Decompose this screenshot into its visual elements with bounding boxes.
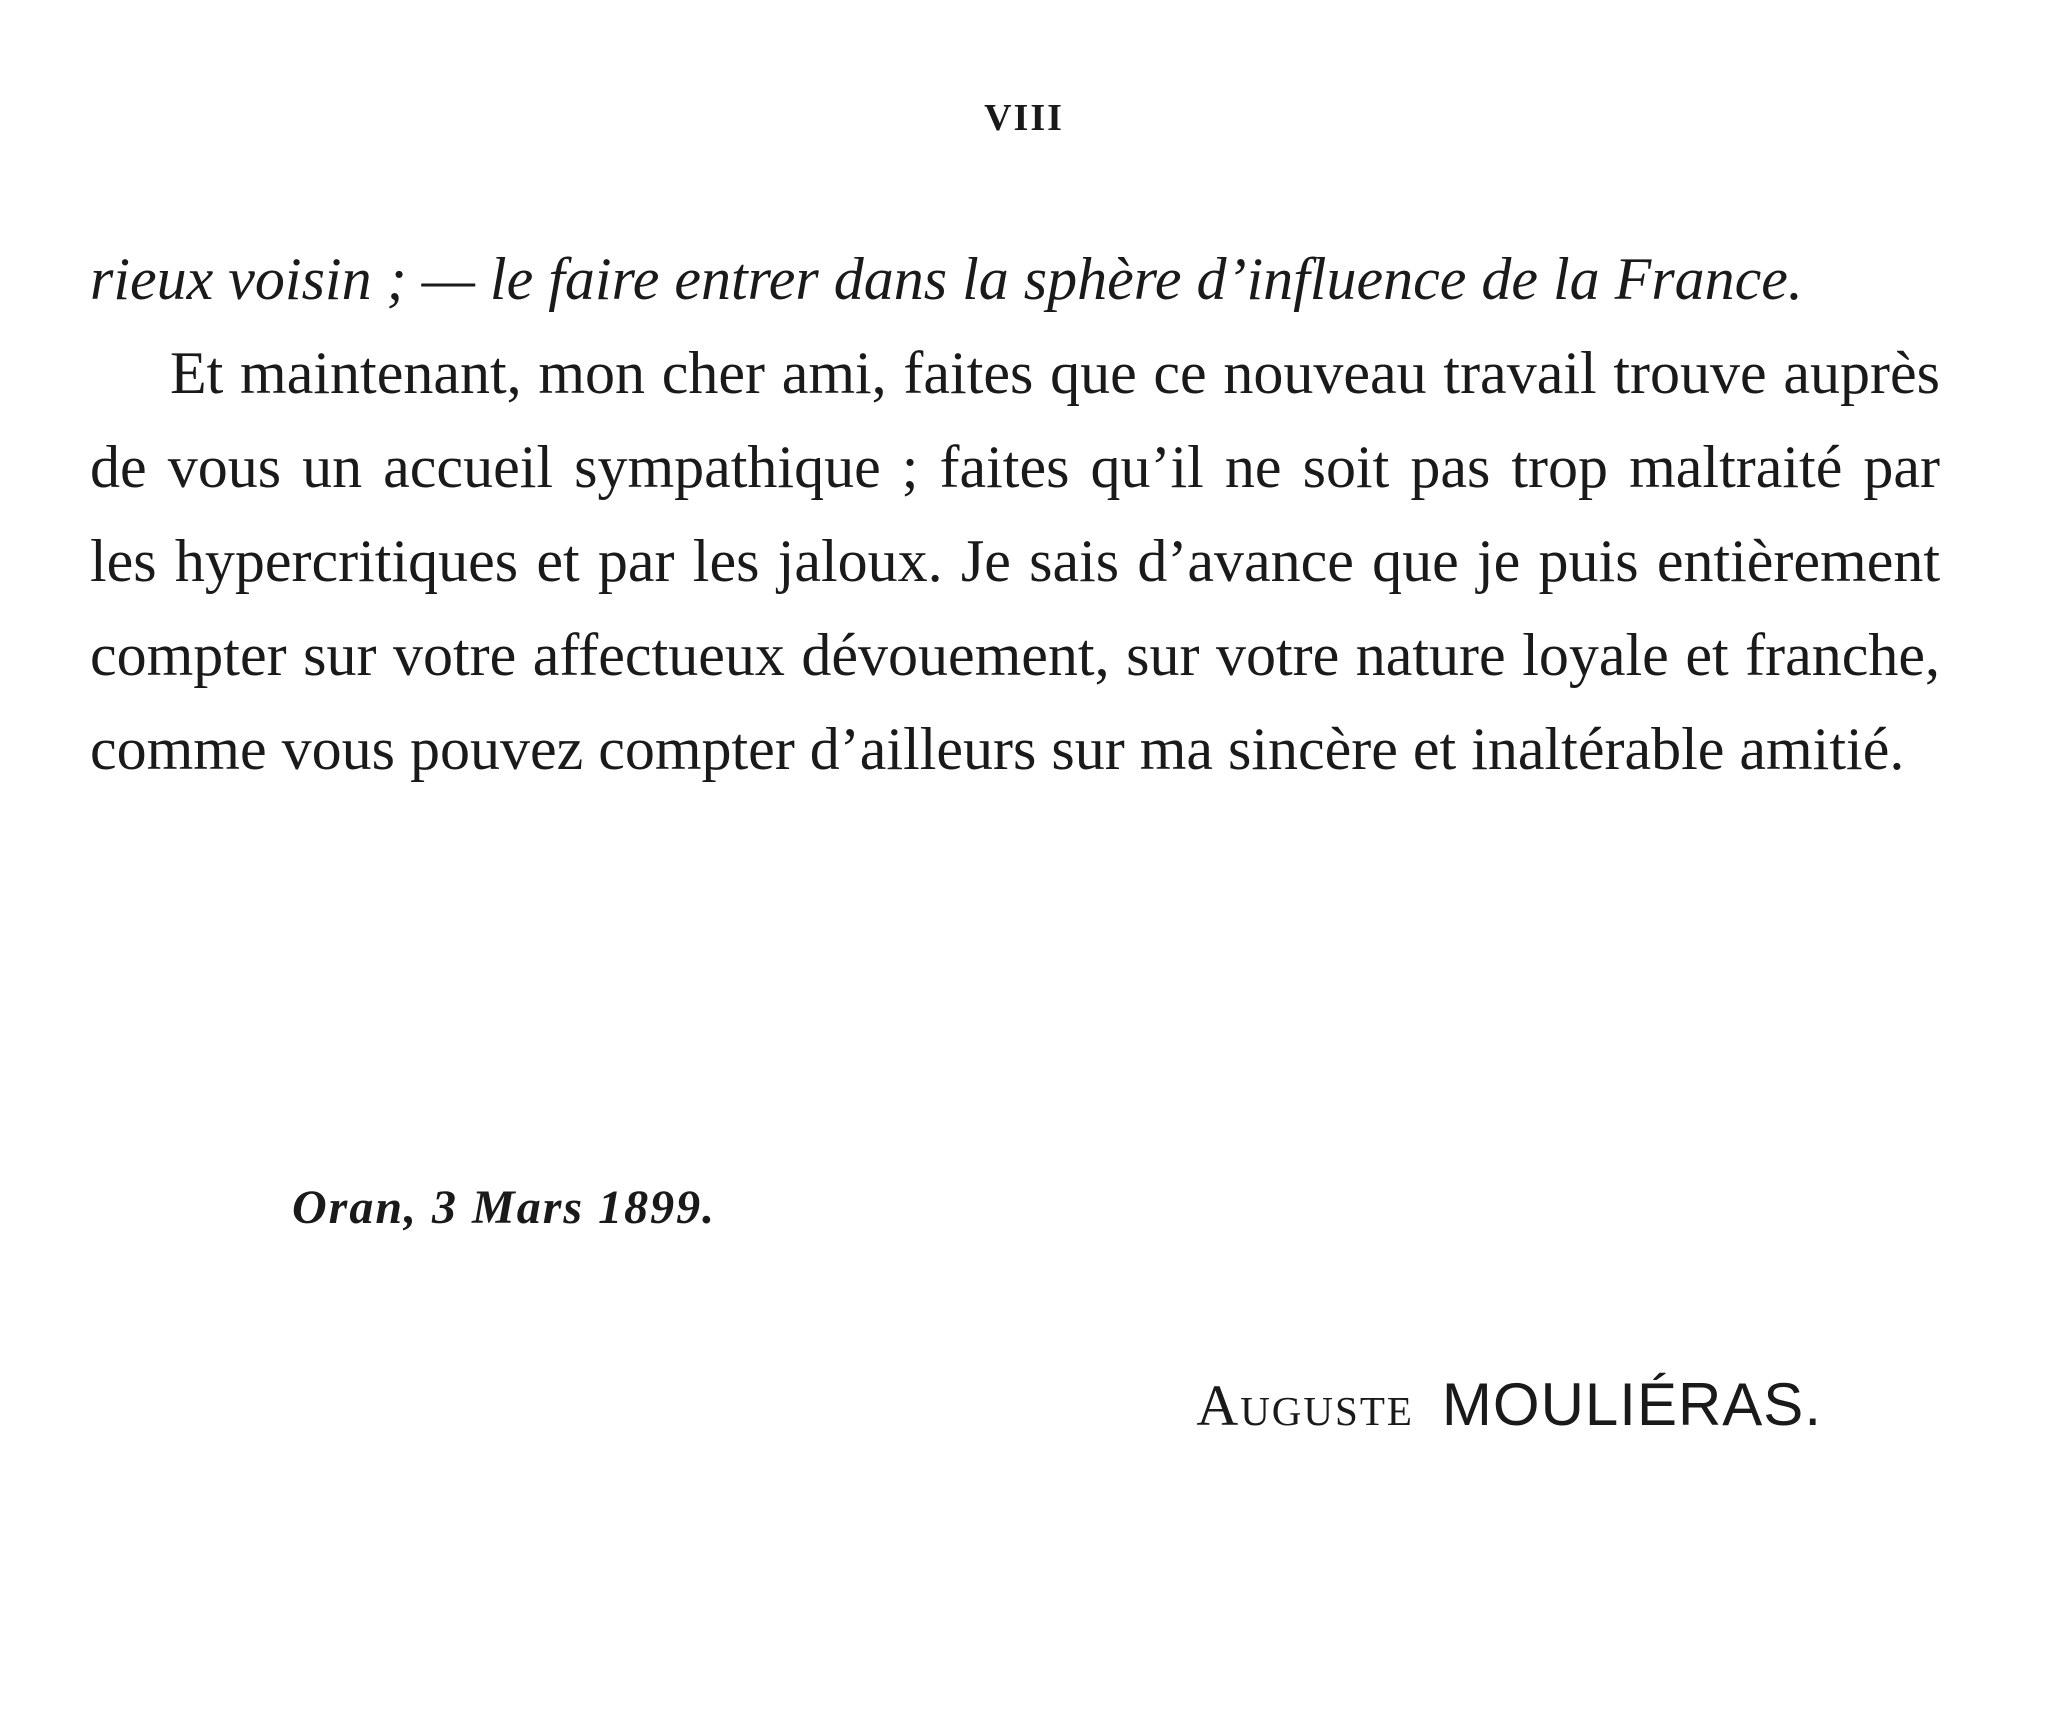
body-text xyxy=(90,232,1940,796)
signature-last-name: MOULIÉRAS. xyxy=(1441,1371,1822,1438)
page-number: VIII xyxy=(984,97,1064,139)
paragraph-continuation: rieux voisin ; — le faire entrer dans la sphère d’influence de la France. xyxy=(90,246,1803,312)
signature-first-name: Auguste xyxy=(1196,1373,1414,1438)
signature xyxy=(1196,1370,1822,1439)
paragraph-main: Et maintenant, mon cher ami, faites que ce nouveau travail trouve auprès de vous un accueil sympathique ; faites qu’il ne soit pas trop maltraité par les hypercritiques et par les jaloux. Je sais d’avance que je puis entièrement compter sur votre affectueux dévouement, sur votre nature loyale et franche, comme vous pouvez compter d’ailleurs sur ma sincère et inaltérable amitié. xyxy=(90,340,1940,782)
date-place: Oran, 3 Mars 1899. xyxy=(292,1181,717,1234)
